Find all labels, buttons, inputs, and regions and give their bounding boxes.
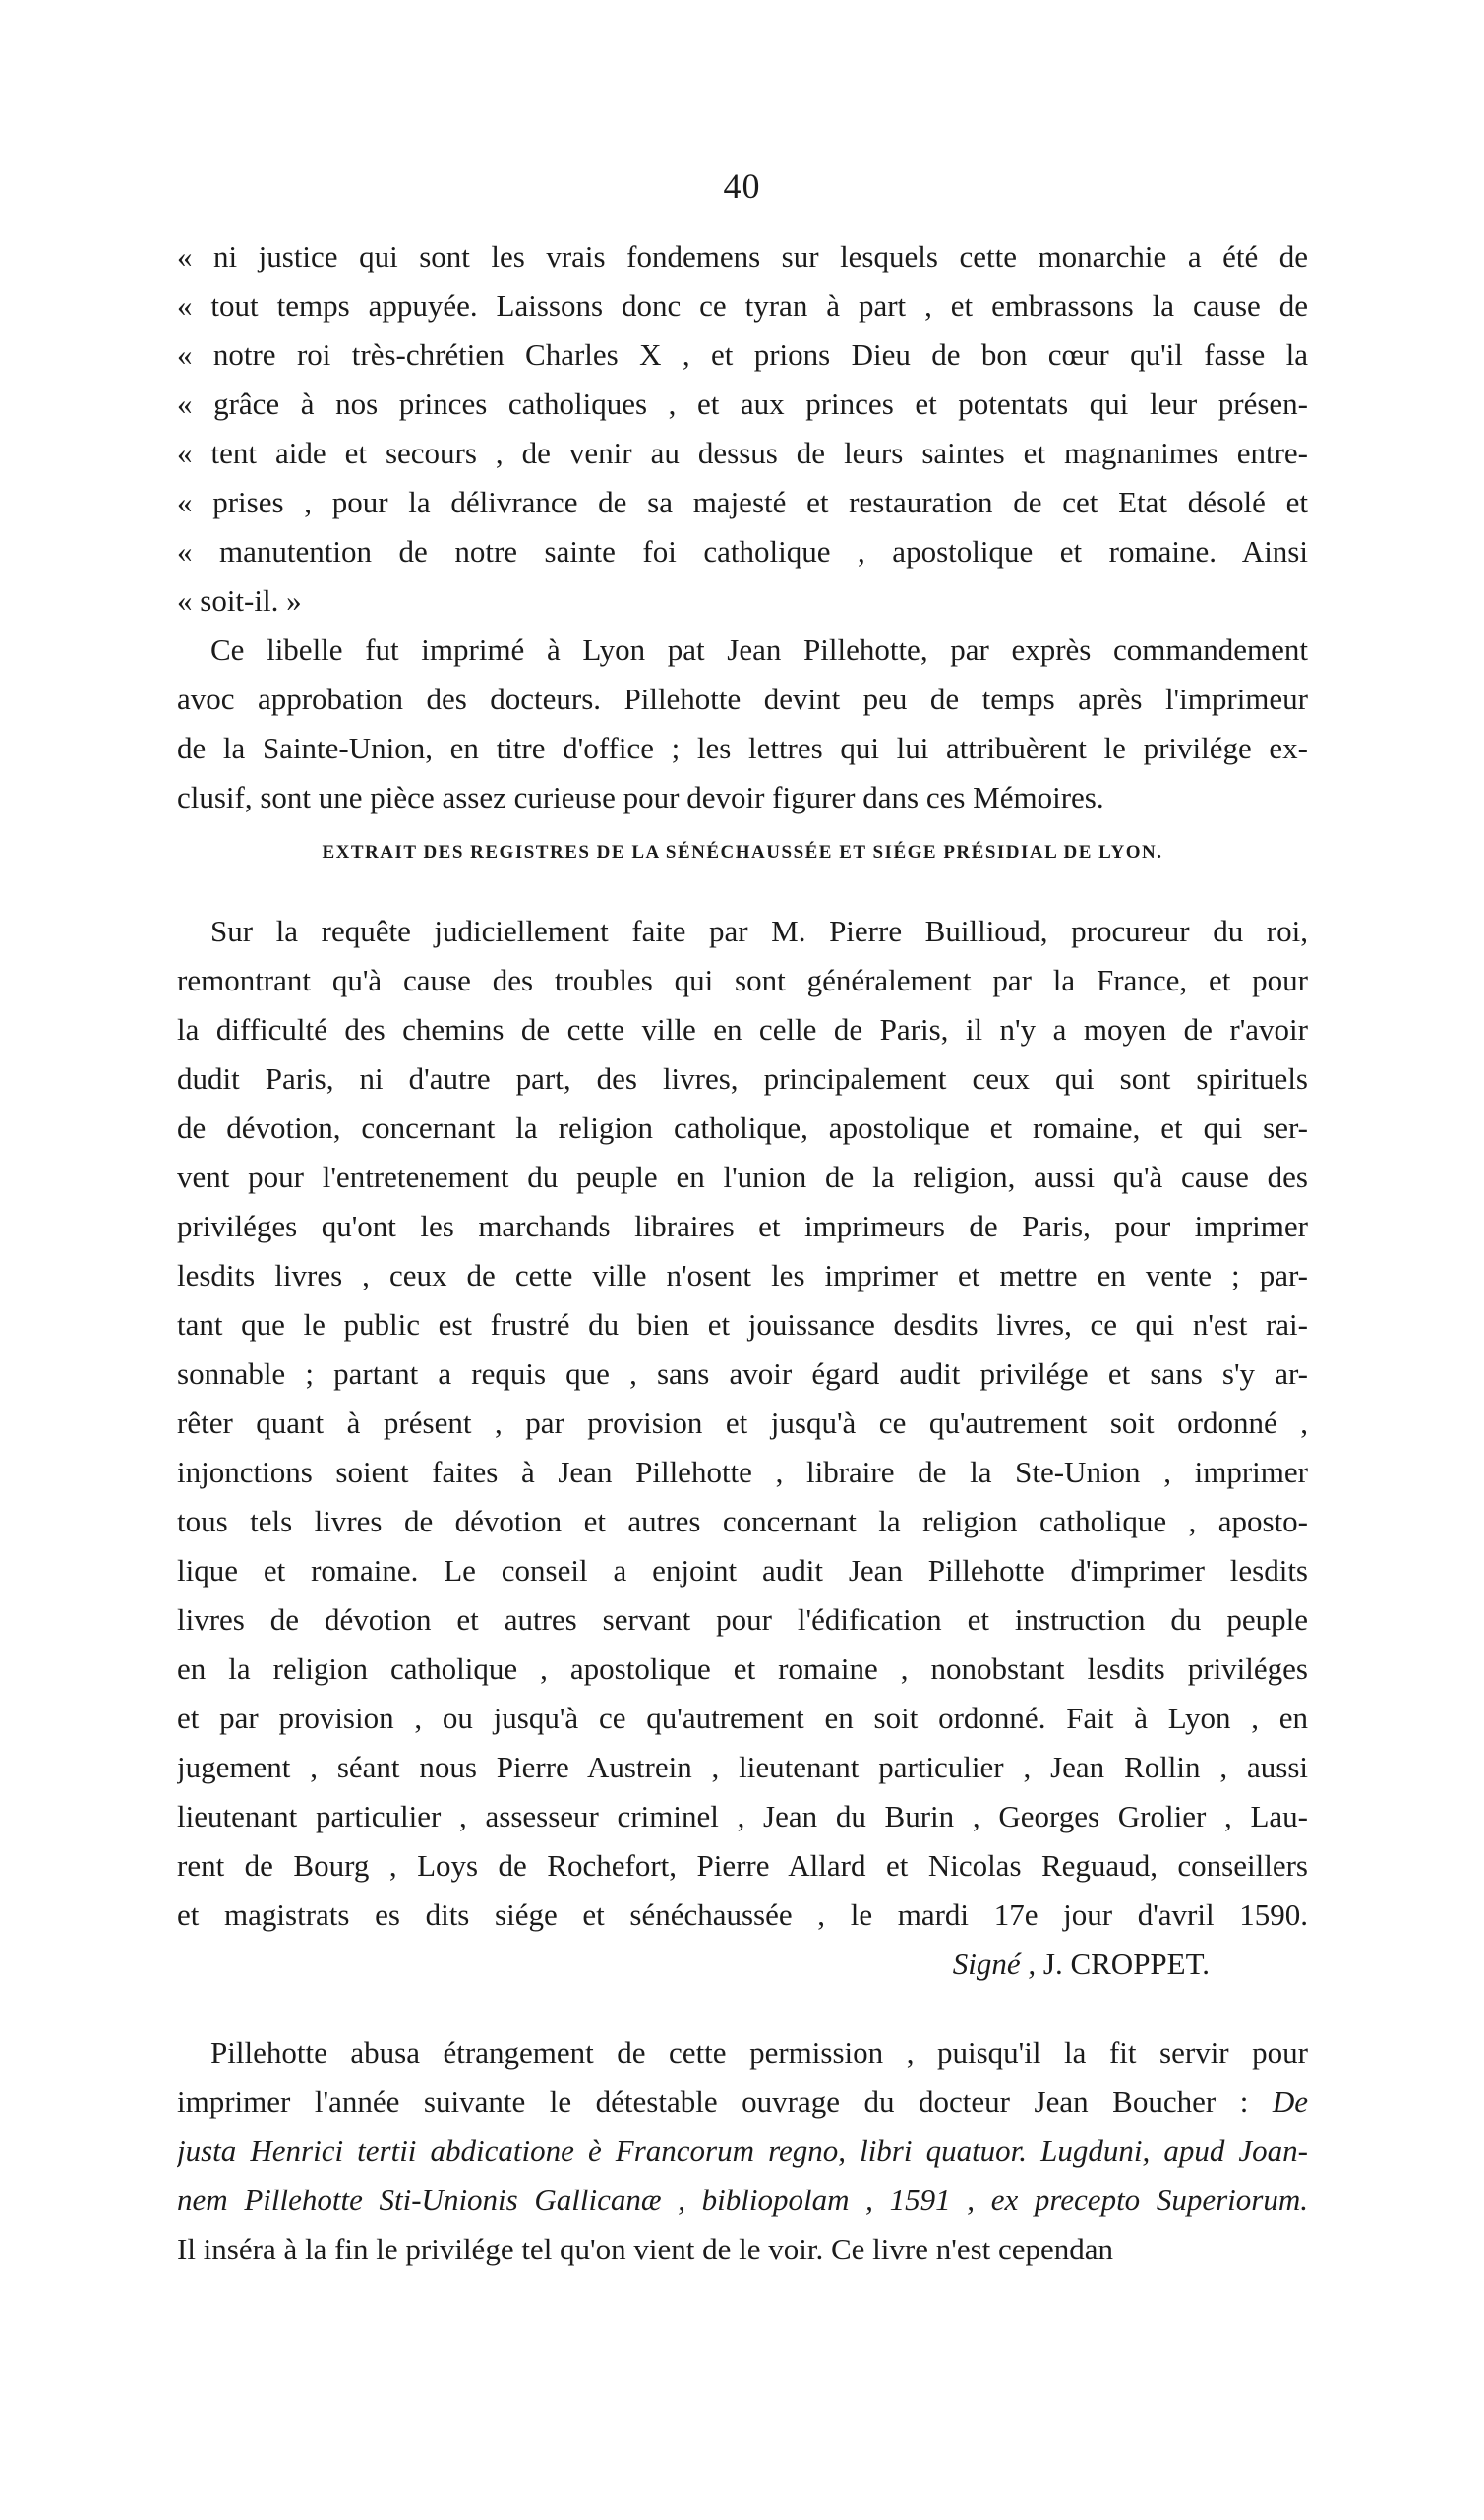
quote-line: « tout temps appuyée. Laissons donc ce tyran à part , et embrassons la cause de bbox=[177, 288, 1308, 323]
paragraph-line: rent de Bourg , Loys de Rochefort, Pierre Allard et Nicolas Reguaud, conseillers bbox=[177, 1848, 1308, 1883]
book-title-run: bibliopolam , 1591 , bbox=[701, 2183, 976, 2217]
paragraph-line: Sur la requête judiciellement faite par M. Pierre Buillioud, procureur du roi, bbox=[210, 914, 1308, 948]
paragraph-line: tant que le public est frustré du bien et jouissance desdits livres, ce qui n'est rai- bbox=[177, 1307, 1308, 1342]
paragraph-line: sonnable ; partant a requis que , sans avoir égard audit privilége et sans s'y ar- bbox=[177, 1356, 1308, 1391]
paragraph-line: avoc approbation des docteurs. Pillehotte devint peu de temps après l'imprimeur bbox=[177, 682, 1308, 716]
paragraph-line bbox=[177, 2176, 1308, 2225]
quote-line: « ni justice qui sont les vrais fondemens sur lesquels cette monarchie a été de bbox=[177, 239, 1308, 273]
paragraph-line: en la religion catholique , apostolique et romaine , nonobstant lesdits priviléges bbox=[177, 1651, 1308, 1686]
text-run: imprimer l'année suivante le détestable ouvrage du docteur Jean Boucher : bbox=[177, 2084, 1249, 2119]
paragraph-line: Il inséra à la fin le privilége tel qu'on vient de le voir. Ce livre n'est cependan bbox=[177, 2232, 1114, 2266]
paragraph-line: de la Sainte-Union, en titre d'office ; les lettres qui lui attribuèrent le privilége ex- bbox=[177, 731, 1308, 765]
quote-line: « notre roi très-chrétien Charles X , et prions Dieu de bon cœur qu'il fasse la bbox=[177, 337, 1308, 372]
section-heading: EXTRAIT DES REGISTRES DE LA SÉNÉCHAUSSÉE ET SIÉGE PRÉSIDIAL DE LYON. bbox=[322, 842, 1163, 863]
book-title-run: De bbox=[1272, 2084, 1308, 2119]
quote-line: « manutention de notre sainte foi catholique , apostolique et romaine. Ainsi bbox=[177, 534, 1308, 569]
paragraph-line: de dévotion, concernant la religion catholique, apostolique et romaine, et qui ser- bbox=[177, 1110, 1308, 1145]
book-title-run: nem Pillehotte Sti-Unionis Gallicanæ , bbox=[177, 2183, 685, 2217]
book-title-run: ex precepto Superiorum. bbox=[990, 2183, 1308, 2217]
paragraph-line: lieutenant particulier , assesseur criminel , Jean du Burin , Georges Grolier , Lau- bbox=[177, 1799, 1308, 1833]
paragraph-line: tous tels livres de dévotion et autres concernant la religion catholique , aposto- bbox=[177, 1504, 1308, 1538]
paragraph-line: lique et romaine. Le conseil a enjoint audit Jean Pillehotte d'imprimer lesdits bbox=[177, 1553, 1308, 1588]
paragraph-line: vent pour l'entretenement du peuple en l'union de la religion, aussi qu'à cause des bbox=[177, 1160, 1308, 1194]
quote-line: « soit-il. » bbox=[177, 583, 302, 618]
signature bbox=[177, 1940, 1308, 1989]
paragraph-line: jugement , séant nous Pierre Austrein , lieutenant particulier , Jean Rollin , aussi bbox=[177, 1750, 1308, 1784]
paragraph-line: et magistrats es dits siége et sénéchaussée , le mardi 17e jour d'avril 1590. bbox=[177, 1897, 1308, 1932]
paragraph-line: dudit Paris, ni d'autre part, des livres, principalement ceux qui sont spirituels bbox=[177, 1061, 1308, 1096]
paragraph-line: la difficulté des chemins de cette ville en celle de Paris, il n'y a moyen de r'avoir bbox=[177, 1012, 1308, 1047]
page-number: 40 bbox=[723, 166, 761, 206]
paragraph-line: remontrant qu'à cause des troubles qui sont généralement par la France, et pour bbox=[177, 963, 1308, 997]
paragraph-line: livres de dévotion et autres servant pour l'édification et instruction du peuple bbox=[177, 1602, 1308, 1637]
book-title-line: justa Henrici tertii abdicatione è Francorum regno, libri quatuor. Lugduni, apud Joan- bbox=[177, 2133, 1308, 2168]
paragraph-line: injonctions soient faites à Jean Pillehotte , libraire de la Ste-Union , imprimer bbox=[177, 1455, 1308, 1489]
paragraph-line: et par provision , ou jusqu'à ce qu'autrement en soit ordonné. Fait à Lyon , en bbox=[177, 1701, 1308, 1735]
paragraph-line: clusif, sont une pièce assez curieuse pour devoir figurer dans ces Mémoires. bbox=[177, 780, 1104, 814]
signature-name: J. CROPPET. bbox=[1042, 1947, 1210, 1981]
quote-line: « tent aide et secours , de venir au dessus de leurs saintes et magnanimes entre- bbox=[177, 436, 1308, 470]
paragraph-line: priviléges qu'ont les marchands libraires et imprimeurs de Paris, pour imprimer bbox=[177, 1209, 1308, 1243]
quote-line: « grâce à nos princes catholiques , et aux princes et potentats qui leur présen- bbox=[177, 387, 1308, 421]
paragraph-line: rêter quant à présent , par provision et jusqu'à ce qu'autrement soit ordonné , bbox=[177, 1406, 1308, 1440]
paragraph-line: Pillehotte abusa étrangement de cette permission , puisqu'il la fit servir pour bbox=[210, 2035, 1308, 2070]
paragraph-line: lesdits livres , ceux de cette ville n'osent les imprimer et mettre en vente ; par- bbox=[177, 1258, 1308, 1292]
signature-prefix: Signé , bbox=[952, 1947, 1037, 1981]
quote-line: « prises , pour la délivrance de sa majesté et restauration de cet Etat désolé et bbox=[177, 485, 1308, 519]
paragraph-line bbox=[177, 2077, 1308, 2127]
paragraph-line: Ce libelle fut imprimé à Lyon pat Jean Pillehotte, par exprès commandement bbox=[210, 632, 1308, 667]
